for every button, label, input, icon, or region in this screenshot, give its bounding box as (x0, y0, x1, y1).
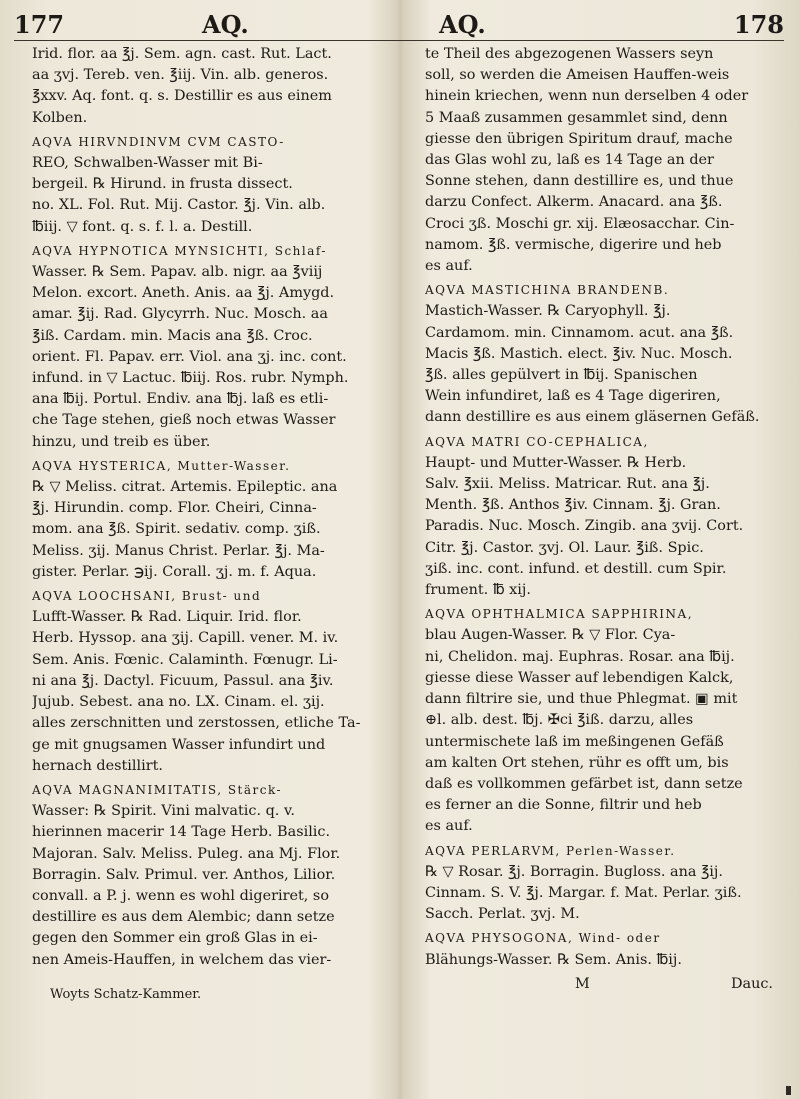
text-line: hinzu, und treib es über. (32, 433, 211, 450)
running-header (14, 10, 784, 40)
entry-heading: AQVA PHYSOGONA, Wind- oder (425, 931, 661, 946)
text-line: dann filtrire sie, und thue Phlegmat. ▣ mit (425, 691, 738, 708)
entry-aqua-hypnotica (32, 241, 392, 453)
text-line: destillire es aus dem Alembic; dann setze (32, 909, 335, 926)
text-line: hierinnen macerir 14 Tage Herb. Basilic. (32, 824, 331, 841)
entry-aqua-physogona (425, 928, 773, 970)
catchword-row-right (425, 974, 773, 995)
text-line: infund. in ▽ Lactuc. ℔iij. Ros. rubr. Nymph. (32, 370, 349, 387)
text-line: REO, Schwalben-Wasser mit Bi- (32, 155, 263, 172)
text-line: Wasser. ℞ Sem. Papav. alb. nigr. aa ℥viij (32, 264, 323, 281)
text-line: frument. ℔ xij. (425, 582, 531, 599)
text-line: Lufft-Wasser. ℞ Rad. Liquir. Irid. flor. (32, 609, 302, 626)
text-line: ni, Chelidon. maj. Euphras. Rosar. ana ℔ij. (425, 648, 735, 665)
text-line: Melon. excort. Aneth. Anis. aa ℥j. Amygd. (32, 285, 335, 302)
text-line: Salv. ℥xii. Meliss. Matricar. Rut. ana ℥j. (425, 476, 710, 493)
text-line: nen Ameis-Hauffen, in welchem das vier- (32, 951, 332, 968)
text-line: es auf. (425, 258, 473, 275)
text-line: giesse den übrigen Spiritum drauf, mache (425, 130, 733, 147)
text-line: Majoran. Salv. Meliss. Puleg. ana Mj. Flor. (32, 845, 341, 862)
text-line: alles zerschnitten und zerstossen, etliche Ta- (32, 715, 361, 732)
text-line: Cardamom. min. Cinnamom. acut. ana ℥ß. (425, 324, 734, 341)
text-line: bergeil. ℞ Hirund. in frusta dissect. (32, 176, 293, 193)
catchword-left: Woyts Schatz-Kammer. (50, 986, 202, 1002)
text-line: orient. Fl. Papav. err. Viol. ana ʒj. inc. cont. (32, 348, 347, 365)
entry-aqua-ophthalmica (425, 604, 773, 837)
entry-aqua-hirundinum (32, 132, 392, 238)
entry-continuation-right (425, 44, 773, 277)
page-number-left: 177 (14, 10, 65, 39)
text-line: giesse diese Wasser auf lebendigen Kalck, (425, 669, 734, 686)
entry-aqua-hysterica (32, 456, 392, 583)
text-line: te Theil des abgezogenen Wassers seyn (425, 46, 714, 62)
text-line: Kolben. (32, 109, 88, 126)
text-line: ℞ ▽ Meliss. citrat. Artemis. Epileptic. ana (32, 479, 338, 496)
text-line: hinein kriechen, wenn nun derselben 4 oder (425, 88, 749, 105)
text-line: Sacch. Perlat. ʒvj. M. (425, 906, 580, 923)
text-line: Paradis. Nuc. Mosch. Zingib. ana ʒvij. Cort. (425, 518, 744, 535)
entry-aqua-loochsani (32, 586, 392, 777)
entry-heading: AQVA MAGNANIMITATIS, Stärck- (32, 782, 283, 797)
text-line: gister. Perlar. ℈ij. Corall. ʒj. m. f. Aqua. (32, 563, 317, 580)
text-line: ni ana ℥j. Dactyl. Ficuum, Passul. ana ℥iv. (32, 672, 334, 689)
entry-heading: AQVA PERLARVM, Perlen-Wasser. (425, 843, 676, 858)
header-rule (14, 40, 784, 42)
entry-heading: AQVA MASTICHINA BRANDENB. (425, 283, 670, 298)
text-line: Sonne stehen, dann destillire es, und thue (425, 173, 734, 190)
text-line: Borragin. Salv. Primul. ver. Anthos, Lilior. (32, 866, 336, 883)
text-line: das Glas wohl zu, laß es 14 Tage an der (425, 152, 714, 169)
text-line: mom. ana ℥ß. Spirit. sedativ. comp. ʒiß. (32, 521, 321, 538)
entry-aqua-magnanimitatis (32, 780, 392, 971)
text-line: 5 Maaß zusammen gesammlet sind, denn (425, 109, 728, 126)
text-line: che Tage stehen, gieß noch etwas Wasser (32, 412, 336, 429)
signature-left: AQ. (202, 10, 249, 39)
ink-blot-mark (786, 1086, 791, 1095)
signature-mark: M (575, 975, 590, 992)
text-line: soll, so werden die Ameisen Hauffen-weis (425, 67, 730, 84)
text-line: Irid. flor. aa ℥j. Sem. agn. cast. Rut. Lact. (32, 46, 332, 62)
text-line: ⊕l. alb. dest. ℔j. ✠ci ℥iß. darzu, alles (425, 712, 694, 729)
text-line: namom. ℥ß. vermische, digerire und heb (425, 236, 722, 253)
entry-heading: AQVA OPHTHALMICA SAPPHIRINA, (425, 607, 694, 622)
text-line: daß es vollkommen gefärbet ist, dann setze (425, 775, 743, 792)
text-line: convall. a P. j. wenn es wohl digeriret, so (32, 887, 329, 904)
text-line: Meliss. ʒij. Manus Christ. Perlar. ℥j. Ma- (32, 542, 325, 559)
text-line: blau Augen-Wasser. ℞ ▽ Flor. Cya- (425, 627, 676, 644)
entry-continuation (32, 44, 392, 129)
entry-aqua-matrico-cephalica (425, 432, 773, 602)
text-line: no. XL. Fol. Rut. Mij. Castor. ℥j. Vin. alb. (32, 197, 326, 214)
text-line: Menth. ℥ß. Anthos ℥iv. Cinnam. ℥j. Gran. (425, 497, 721, 514)
entry-aqua-perlarum (425, 841, 773, 926)
text-line: hernach destillirt. (32, 757, 163, 774)
text-line: darzu Confect. Alkerm. Anacard. ana ℥ß. (425, 194, 723, 211)
text-line: Jujub. Sebest. ana no. LX. Cinam. el. ʒij. (32, 694, 325, 711)
text-line: Wasser: ℞ Spirit. Vini malvatic. q. v. (32, 803, 295, 820)
text-line: amar. ℥ij. Rad. Glycyrrh. Nuc. Mosch. aa (32, 306, 328, 323)
text-line: ℔iij. ▽ font. q. s. f. l. a. Destill. (32, 218, 253, 235)
entry-heading: AQVA LOOCHSANI, Brust- und (32, 589, 262, 604)
right-column (425, 44, 773, 1093)
text-line: dann destillire es aus einem gläsernen Gefäß. (425, 409, 760, 426)
text-line: untermischete laß im meßingenen Gefäß (425, 733, 724, 750)
entry-heading: AQVA HYPNOTICA MYNSICHTI, Schlaf- (32, 243, 327, 258)
text-line: Croci ʒß. Moschi gr. xij. Elæosacchar. Cin- (425, 215, 735, 232)
text-line: Herb. Hyssop. ana ʒij. Capill. vener. M. iv. (32, 630, 339, 647)
text-line: es ferner an die Sonne, filtrir und heb (425, 797, 702, 814)
text-line: Macis ℥ß. Mastich. elect. ℥iv. Nuc. Mosch. (425, 345, 733, 362)
text-line: Haupt- und Mutter-Wasser. ℞ Herb. (425, 454, 687, 471)
left-column (32, 44, 392, 1093)
text-line: Citr. ℥j. Castor. ʒvj. Ol. Laur. ℥iß. Spic. (425, 539, 704, 556)
signature-right: AQ. (439, 10, 486, 39)
text-line: Wein infundiret, laß es 4 Tage digeriren, (425, 388, 721, 405)
text-line: ʒiß. inc. cont. infund. et destill. cum Spir. (425, 560, 727, 577)
text-line: ℥iß. Cardam. min. Macis ana ℥ß. Croc. (32, 327, 313, 344)
text-line: ge mit gnugsamen Wasser infundirt und (32, 736, 326, 753)
entry-heading: AQVA HIRVNDINVM CVM CASTO- (32, 134, 285, 149)
text-line: Cinnam. S. V. ℥j. Margar. f. Mat. Perlar. ʒiß. (425, 884, 742, 901)
entry-aqua-mastichina (425, 280, 773, 428)
text-line: ℥j. Hirundin. comp. Flor. Cheiri, Cinna- (32, 500, 317, 517)
text-line: Sem. Anis. Fœnic. Calaminth. Fœnugr. Li- (32, 651, 338, 668)
text-line: es auf. (425, 818, 473, 835)
text-line: Mastich-Wasser. ℞ Caryophyll. ℥j. (425, 303, 671, 320)
text-line: ℞ ▽ Rosar. ℥j. Borragin. Bugloss. ana ℥ij. (425, 863, 723, 880)
catchword-right: Dauc. (730, 975, 773, 992)
text-line: ℥xxv. Aq. font. q. s. Destillir es aus einem (32, 88, 332, 105)
text-line: aa ʒvj. Tereb. ven. ℥iij. Vin. alb. generos. (32, 67, 329, 84)
text-line: gegen den Sommer ein groß Glas in ei- (32, 930, 318, 947)
text-line: ana ℔ij. Portul. Endiv. ana ℔j. laß es etli- (32, 391, 329, 408)
entry-heading: AQVA MATRI CO-CEPHALICA, (425, 434, 649, 449)
text-line: am kalten Ort stehen, rühr es offt um, bis (425, 754, 729, 771)
text-line: ℥ß. alles gepülvert in ℔ij. Spanischen (425, 367, 698, 384)
text-line: Blähungs-Wasser. ℞ Sem. Anis. ℔ij. (425, 951, 682, 968)
page-number-right: 178 (733, 10, 784, 39)
entry-heading: AQVA HYSTERICA, Mutter-Wasser. (32, 458, 291, 473)
